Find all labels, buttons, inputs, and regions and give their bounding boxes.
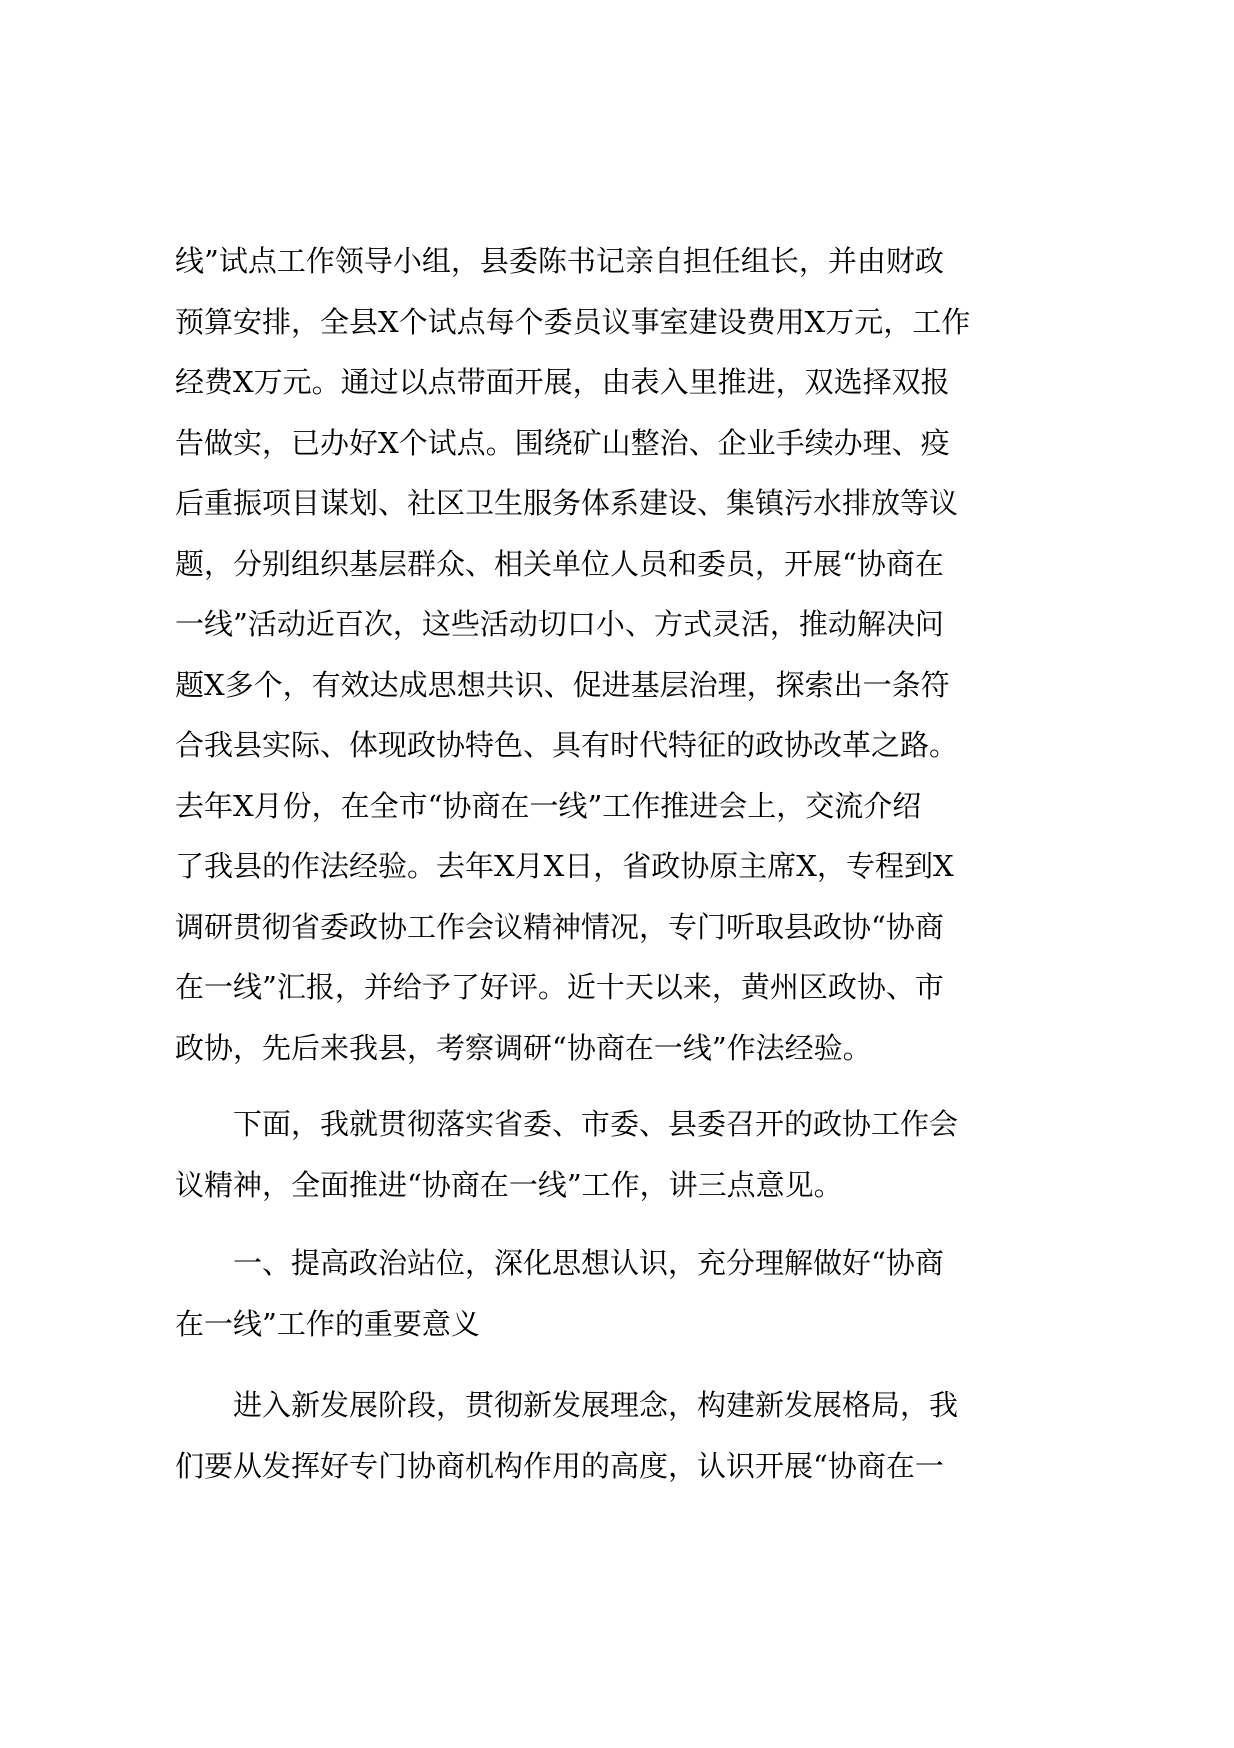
text-line: 们要从发挥好专门协商机构作用的高度，认识开展“协商在一 [175,1448,944,1483]
text-line: 政协，先后来我县，考察调研“协商在一线”作法经验。 [175,1030,872,1065]
text-line: 了我县的作法经验。去年X月X日，省政协原主席X，专程到X [175,849,954,883]
body-paragraph [175,1094,1105,1215]
text-line: 合我县实际、体现政协特色、具有时代特征的政协改革之路。 [175,728,959,762]
section-heading [175,1233,1105,1354]
text-line: 下面，我就贯彻落实省委、市委、县委召开的政协工作会 [233,1107,959,1141]
text-line: 议精神，全面推进“协商在一线”工作，讲三点意见。 [175,1167,843,1202]
text-line: 调研贯彻省委政协工作会议精神情况，专门听取县政协“协商 [175,909,944,944]
text-line: 一、提高政治站位，深化思想认识，充分理解做好“协商 [233,1246,944,1280]
text-line: 后重振项目谋划、社区卫生服务体系建设、集镇污水排放等议 [175,486,959,520]
text-line: 线”试点工作领导小组，县委陈书记亲自担任组长，并由财政 [175,244,944,278]
body-paragraph [175,1375,1105,1496]
text-line: 预算安排，全县X个试点每个委员议事室建设费用X万元，工作 [175,304,971,339]
body-paragraph [175,231,1105,1078]
text-line: 在一线”工作的重要意义 [175,1306,480,1341]
text-line: 一线”活动近百次，这些活动切口小、方式灵活，推动解决问 [175,607,944,641]
text-line: 告做实，已办好X个试点。围绕矿山整治、企业手续办理、疫 [175,425,950,460]
text-line: 进入新发展阶段，贯彻新发展理念，构建新发展格局，我 [233,1388,959,1422]
text-line: 去年X月份，在全市“协商在一线”工作推进会上，交流介绍 [175,788,922,823]
text-line: 题，分别组织基层群众、相关单位人员和委员，开展“协商在 [175,546,944,581]
text-line: 题X多个，有效达成思想共识、促进基层治理，探索出一条符 [175,667,950,702]
text-line: 在一线”汇报，并给予了好评。近十天以来，黄州区政协、市 [175,970,944,1004]
text-line: 经费X万元。通过以点带面开展，由表入里推进，双选择双报 [175,365,950,399]
document-page [175,231,1105,1496]
